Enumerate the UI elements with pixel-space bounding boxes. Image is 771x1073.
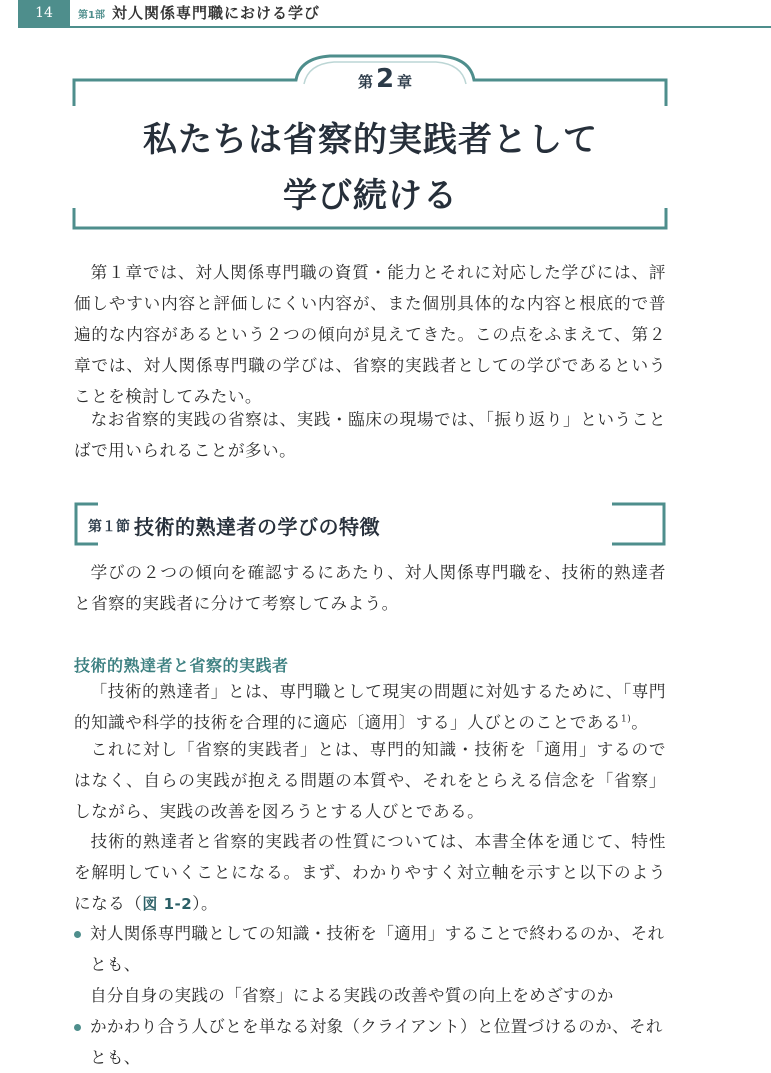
intro-paragraph-2: なお省察的実践の省察は、実践・臨床の現場では、「振り返り」ということばで用いられることが多い。 xyxy=(74,410,666,460)
chapter-title-line-2: 学び続ける xyxy=(283,176,458,216)
part-label: 第1部 xyxy=(78,10,105,21)
list-item xyxy=(74,1011,674,1073)
running-header xyxy=(0,0,771,26)
subsection-paragraph-3-end: ）。 xyxy=(192,894,219,913)
list-item xyxy=(74,918,674,1011)
part-title: 対人関係専門職における学び xyxy=(112,4,321,22)
page-number: 14 xyxy=(18,0,70,26)
list-item-line-1: 対人関係専門職としての知識・技術を「適用」することで終わるのか、それとも、 xyxy=(90,924,665,974)
section-label: 第１節 xyxy=(88,519,130,535)
subsection-paragraph-3 xyxy=(74,826,666,920)
subsection-paragraph-1-end: 。 xyxy=(631,713,649,732)
chapter-title-line-1: 私たちは省察的実践者として xyxy=(143,120,598,160)
list-item-line-1: かかわり合う人びとを単なる対象（クライアント）と位置づけるのか、それとも、 xyxy=(90,1017,663,1067)
figure-reference: 図 1-2 xyxy=(142,895,193,913)
bullet-list xyxy=(74,918,674,1073)
intro-paragraph-1: 第１章では、対人関係専門職の資質・能力とそれに対応した学びには、評価しやすい内容と評価しにくい内容が、また個別具体的な内容と根底的で普遍的な内容があるという２つの傾向が見えてきた。この点をふまえて、第２章では、対人関係専門職の学びは、省察的実践者としての学びであるということを検討してみたい。 xyxy=(74,263,666,406)
subsection-paragraph-1-text: 「技術的熟達者」とは、専門職として現実の問題に対処するために、「専門的知識や科学的技術を合理的に適応〔適用〕する」人びとのことである xyxy=(74,682,666,732)
footnote-ref: 1) xyxy=(621,714,632,725)
subsection-paragraph-3-text: 技術的熟達者と省察的実践者の性質については、本書全体を通じて、特性を解明していくことになる。まず、わかりやすく対立軸を示すと以下のようになる（ xyxy=(74,832,666,913)
subsection-paragraph-1 xyxy=(74,676,666,738)
bullet-dot-icon xyxy=(74,1024,81,1031)
header-rule xyxy=(18,26,771,28)
subsection-title: 技術的熟達者と省察的実践者 xyxy=(74,656,289,675)
bullet-dot-icon xyxy=(74,931,81,938)
chapter-label-pre: 第 xyxy=(357,73,373,91)
chapter-label xyxy=(300,64,470,94)
section-paragraph-1: 学びの２つの傾向を確認するにあたり、対人関係専門職を、技術的熟達者と省察的実践者に分けて考察してみよう。 xyxy=(74,563,666,613)
subsection-paragraph-2: これに対し「省察的実践者」とは、専門的知識・技術を「適用」するのではなく、自らの実践が抱える問題の本質や、それをとらえる信念を「省察」しながら、実践の改善を図ろうとする人びとである。 xyxy=(74,740,666,821)
chapter-number: 2 xyxy=(375,64,395,94)
section-title: 技術的熟達者の学びの特徴 xyxy=(134,515,380,539)
chapter-title xyxy=(76,112,665,224)
chapter-label-post: 章 xyxy=(397,73,413,91)
list-item-line-2: 自分自身の実践の「省察」による実践の改善や質の向上をめざすのか xyxy=(90,986,614,1005)
